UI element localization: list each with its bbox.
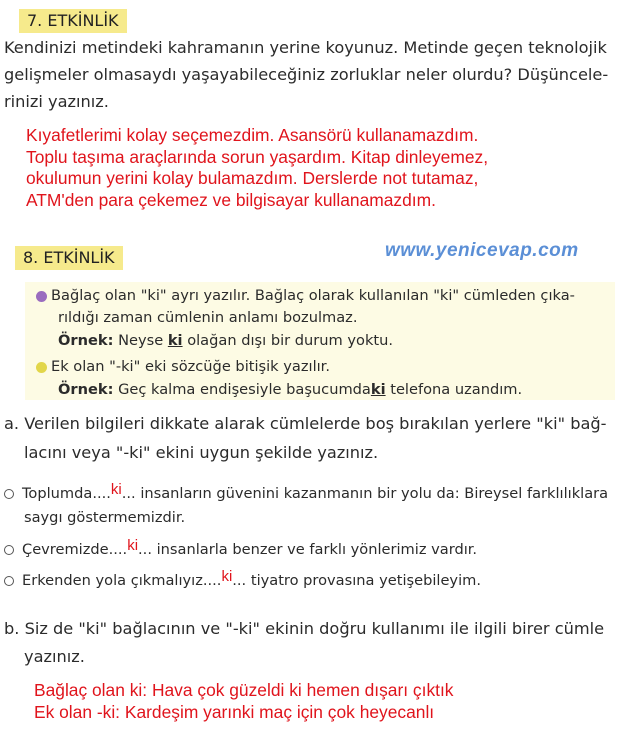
circle-bullet-icon	[4, 545, 14, 555]
item-2-before: Çevremizde	[22, 541, 109, 558]
purple-bullet-icon	[36, 291, 47, 302]
info-bullet-1-line1	[36, 285, 575, 306]
info-example-2	[58, 379, 522, 400]
website-watermark: www.yenicevap.com	[385, 240, 579, 261]
activity-7-instruction-line3: rinizi yazınız.	[4, 92, 109, 111]
fill-item-1-line2: saygı göstermemizdir.	[24, 509, 186, 526]
circle-bullet-icon	[4, 576, 14, 586]
item-2-dots: ....	[108, 541, 128, 558]
yellow-bullet-icon	[36, 362, 47, 373]
item-2-answer: ki	[127, 537, 139, 554]
example-2-before: Geç kalma endişesiyle başucumda	[118, 381, 371, 398]
question-b-line2: yazınız.	[24, 647, 85, 666]
activity-7-title: 7. ETKİNLİK	[19, 9, 127, 33]
item-2-after: insanlarla benzer ve farklı yönlerimiz vardır.	[151, 541, 478, 558]
example-label: Örnek:	[58, 381, 114, 398]
question-b-answer-2: Ek olan -ki: Kardeşim yarınki maç için çok heyecanlı	[34, 702, 435, 722]
activity-7-answer-line2: Toplu taşıma araçlarında sorun yaşardım. Kitap dinleyemez,	[26, 146, 489, 167]
example-label: Örnek:	[58, 332, 114, 349]
info-bullet-1-text: Bağlaç olan "ki" ayrı yazılır. Bağlaç olarak kullanılan "ki" cümleden çıka-	[51, 287, 575, 304]
question-a-line2: lacını veya "-ki" ekini uygun şekilde yazınız.	[24, 443, 379, 462]
item-3-dots: ....	[202, 572, 222, 589]
activity-7-answer-line4: ATM'den para çekemez ve bilgisayar kullanamazdım.	[26, 189, 436, 210]
question-b-line1: b. Siz de "ki" bağlacının ve "-ki" ekinin doğru kullanımı ile ilgili birer cümle	[4, 619, 605, 638]
item-1-before: Toplumda	[22, 485, 93, 502]
example-1-before: Neyse	[118, 332, 168, 349]
example-1-after: olağan dışı bir durum yoktu.	[182, 332, 394, 349]
fill-item-2	[4, 538, 477, 562]
item-1-answer: ki	[110, 481, 122, 498]
example-2-after: telefona uzandım.	[385, 381, 523, 398]
item-3-answer: ki	[221, 568, 233, 585]
fill-item-3	[4, 569, 481, 593]
item-3-dots-2: ...	[232, 572, 247, 589]
item-1-dots: ....	[92, 485, 111, 502]
item-1-after: insanların güvenini kazanmanın bir yolu da: Bireysel farklılıklara	[135, 485, 609, 502]
item-2-dots-2: ...	[138, 541, 152, 558]
circle-bullet-icon	[4, 489, 14, 499]
info-example-1	[58, 330, 393, 351]
example-2-ki: ki	[370, 381, 386, 398]
example-1-ki: ki	[167, 332, 183, 349]
info-bullet-2-text: Ek olan "-ki" eki sözcüğe bitişik yazılır.	[51, 358, 330, 375]
activity-8-title: 8. ETKİNLİK	[15, 246, 123, 270]
info-bullet-2	[36, 356, 330, 377]
question-b-answer-1: Bağlaç olan ki: Hava çok güzeldi ki hemen dışarı çıktık	[34, 680, 454, 700]
info-bullet-1-line2: rıldığı zaman cümlenin anlamı bozulmaz.	[58, 309, 358, 326]
activity-7-instruction-line1: Kendinizi metindeki kahramanın yerine koyunuz. Metinde geçen teknolojik	[4, 38, 607, 57]
activity-7-answer-line3: okulumun yerini kolay bulamazdım. Derslerde not tutamaz,	[26, 168, 479, 188]
question-a-line1: a. Verilen bilgileri dikkate alarak cümlelerde boş bırakılan yerlere "ki" bağ-	[4, 414, 607, 433]
activity-7-answer-line1: Kıyafetlerimi kolay seçemezdim. Asansörü kullanamazdım.	[26, 125, 479, 145]
item-3-before: Erkenden yola çıkmalıyız	[22, 572, 203, 589]
item-1-dots-2: ...	[121, 485, 136, 502]
fill-item-1	[4, 482, 608, 506]
item-3-after: tiyatro provasına yetişebileyim.	[246, 572, 481, 589]
activity-7-instruction-line2: gelişmeler olmasaydı yaşayabileceğiniz zorluklar neler olurdu? Düşüncele-	[4, 65, 609, 84]
